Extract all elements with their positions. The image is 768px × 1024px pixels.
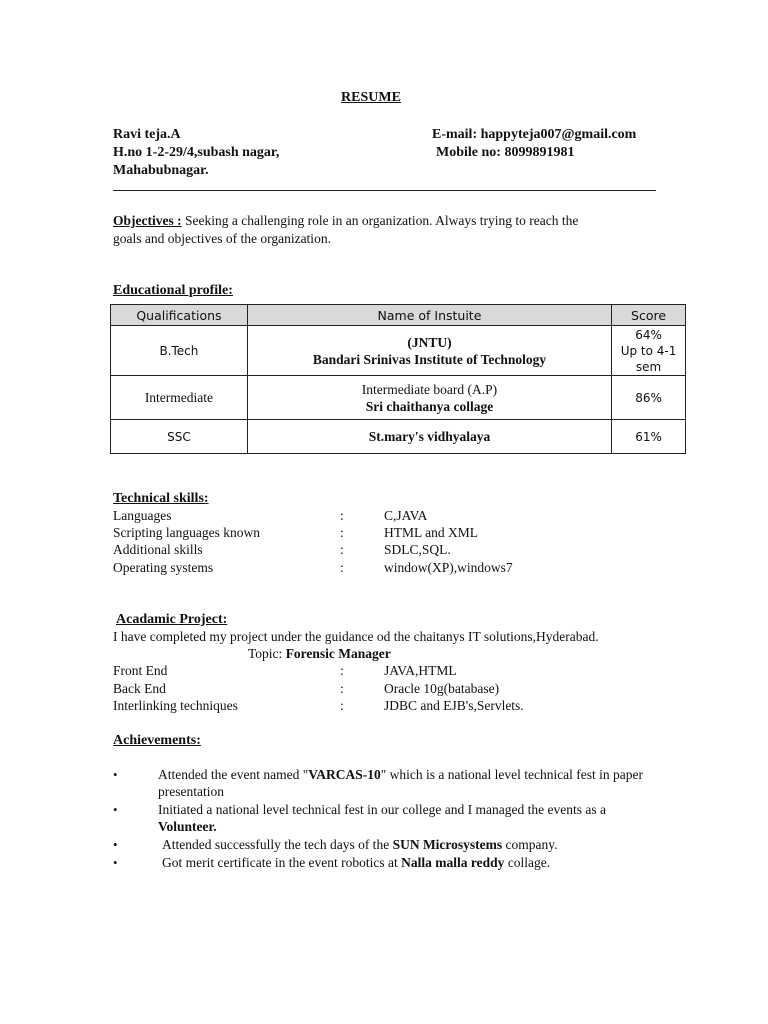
project-colon: : — [340, 681, 344, 696]
skill-value: SDLC,SQL. — [384, 542, 451, 557]
score-cell: 86% — [612, 376, 686, 420]
table-header-row — [111, 305, 686, 326]
project-key: Back End — [113, 681, 166, 696]
list-item — [113, 854, 673, 871]
achievement-text: Attended successfully the tech days of the — [162, 837, 390, 852]
skill-key: Additional skills — [113, 542, 203, 557]
header-score: Score — [612, 305, 686, 326]
skill-colon: : — [340, 560, 344, 575]
achievements-heading: Achievements: — [113, 733, 201, 748]
address-line-1: H.no 1-2-29/4,subash nagar, — [113, 145, 280, 160]
objectives-line-1: Seeking a challenging role in an organization. Always trying to reach the — [184, 213, 579, 228]
college-name: Nalla malla reddy — [401, 855, 505, 870]
objectives-label: Objectives : — [113, 213, 182, 228]
skill-key: Operating systems — [113, 560, 214, 575]
list-item — [113, 801, 673, 835]
institute-name: Bandari Srinivas Institute of Technology — [312, 351, 547, 367]
email-label: E-mail: — [432, 127, 478, 142]
institute-line: (JNTU) — [407, 334, 452, 350]
bullet: • — [113, 837, 118, 852]
email-line — [432, 126, 636, 143]
role-name: Volunteer. — [158, 819, 217, 834]
skill-value: C,JAVA — [384, 508, 428, 523]
bullet: • — [113, 767, 118, 782]
bullet: • — [113, 802, 118, 817]
project-heading: Acadamic Project: — [116, 612, 228, 627]
score-value: 64% — [635, 327, 662, 342]
header-institute: Name of Instuite — [247, 305, 611, 326]
mobile-label: Mobile no: — [436, 145, 501, 160]
project-intro: I have completed my project under the guidance od the chaitanys IT solutions,Hyderabad. — [113, 629, 599, 644]
header-qualifications: Qualifications — [111, 305, 248, 326]
qualification-cell: Intermediate — [111, 376, 248, 420]
skill-key: Scripting languages known — [113, 525, 260, 540]
score-note: Up to 4-1 — [620, 343, 677, 358]
project-value: JAVA,HTML — [384, 663, 457, 678]
address-line-2: Mahabubnagar. — [113, 163, 209, 178]
candidate-name: Ravi teja.A — [113, 127, 181, 142]
institute-name: Sri chaithanya collage — [365, 398, 494, 414]
event-name: VARCAS-10 — [308, 767, 381, 782]
achievement-text: " which is a national level technical fest in paper presentation — [158, 767, 644, 799]
mobile-line — [436, 144, 574, 161]
institute-line: Intermediate board (A.P) — [361, 381, 498, 397]
skill-value: window(XP),windows7 — [384, 560, 513, 575]
header-divider — [113, 190, 656, 191]
project-topic — [248, 645, 391, 662]
achievements-list — [113, 766, 673, 872]
project-colon: : — [340, 698, 344, 713]
achievement-text: company. — [505, 837, 558, 852]
score-cell — [612, 326, 686, 376]
email-value: happyteja007@gmail.com — [480, 127, 637, 142]
qualification-cell: B.Tech — [111, 326, 248, 376]
achievement-text: Attended the event named " — [158, 767, 309, 782]
education-heading: Educational profile: — [113, 283, 233, 298]
achievement-text: collage. — [507, 855, 551, 870]
mobile-value: 8099891981 — [504, 145, 575, 160]
document-title: RESUME — [341, 90, 401, 105]
institute-cell — [247, 376, 611, 420]
achievement-text: Got merit certificate in the event robotics at — [162, 855, 398, 870]
topic-value: Forensic Manager — [285, 646, 391, 661]
qualification-cell: SSC — [111, 420, 248, 454]
institute-name: St.mary's vidhyalaya — [247, 420, 611, 454]
skill-value: HTML and XML — [384, 525, 478, 540]
skill-key: Languages — [113, 508, 172, 523]
score-cell: 61% — [612, 420, 686, 454]
achievement-text: Initiated a national level technical fest in our college and I managed the events as a — [158, 802, 606, 817]
skill-colon: : — [340, 525, 344, 540]
education-table — [110, 304, 686, 454]
objectives-section — [113, 212, 673, 229]
project-key: Interlinking techniques — [113, 698, 238, 713]
skill-colon: : — [340, 542, 344, 557]
table-row — [111, 420, 686, 454]
institute-cell — [247, 326, 611, 376]
project-key: Front End — [113, 663, 168, 678]
company-name: SUN Microsystems — [392, 837, 503, 852]
technical-heading: Technical skills: — [113, 491, 209, 506]
skill-colon: : — [340, 508, 344, 523]
table-row — [111, 326, 686, 376]
score-note-2: sem — [635, 359, 662, 374]
bullet: • — [113, 855, 118, 870]
objectives-line-2: goals and objectives of the organization. — [113, 231, 331, 246]
project-value: JDBC and EJB's,Servlets. — [384, 698, 524, 713]
table-row — [111, 376, 686, 420]
list-item — [113, 766, 673, 800]
project-colon: : — [340, 663, 344, 678]
topic-label: Topic: — [248, 646, 283, 661]
list-item — [113, 836, 673, 853]
project-value: Oracle 10g(batabase) — [384, 681, 500, 696]
